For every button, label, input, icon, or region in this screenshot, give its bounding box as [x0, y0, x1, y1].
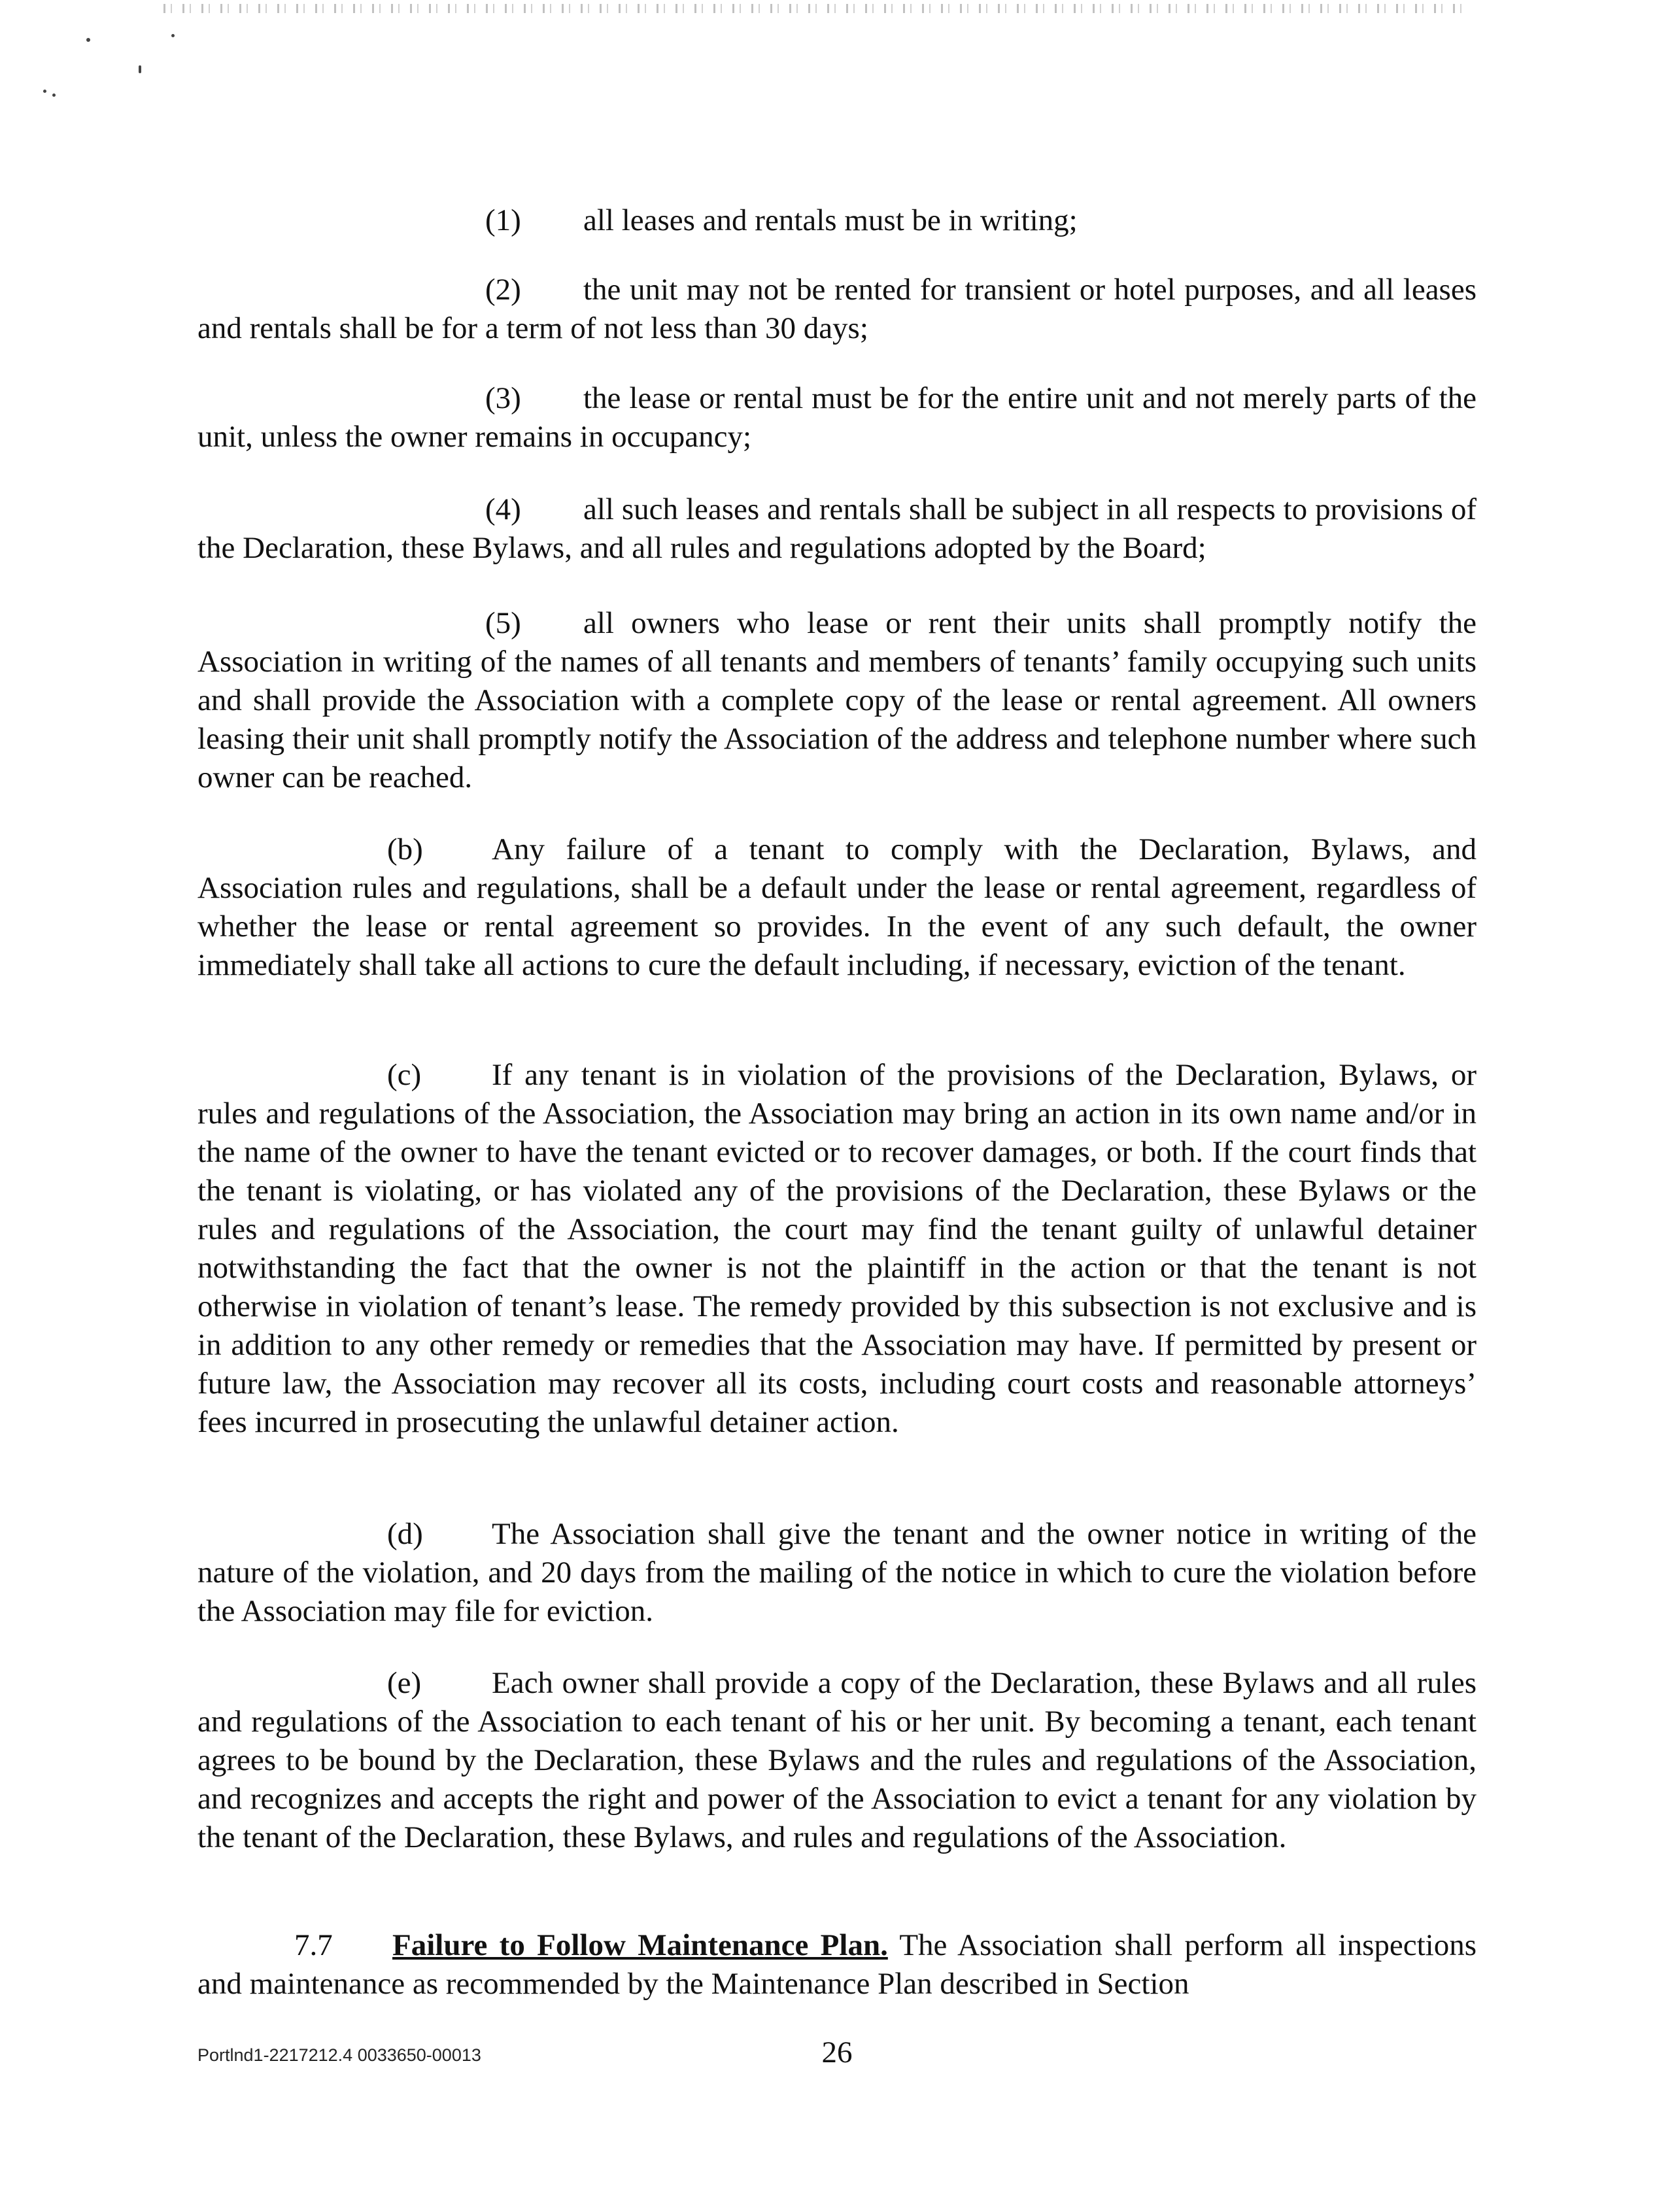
paragraph-text: the unit may not be rented for transient or hotel purposes, and all leases and rentals shall be for a term of not less than 30 days;	[197, 273, 1477, 345]
scan-artifact-top	[163, 4, 1471, 13]
paragraph-e	[197, 1664, 1477, 1857]
section-heading: Failure to Follow Maintenance Plan.	[392, 1928, 888, 1962]
paragraph-text: all such leases and rentals shall be subject in all respects to provisions of the Declaration, these Bylaws, and all rules and regulations adopted by the Board;	[197, 492, 1477, 565]
paragraph-c	[197, 1056, 1477, 1442]
paragraph-number: (2)	[485, 273, 521, 307]
paragraph-text: If any tenant is in violation of the provisions of the Declaration, Bylaws, or rules and regulations of the Association, the Association may bring an action in its own name and/or in the name of the owner to have the tenant evicted or to recover damages, or both. If the court finds that the tenant is violating, or has violated any of the provisions of the Declaration, these Bylaws or the rules and regulations of the Association, the court may find the tenant guilty of unlawful detainer notwithstanding the fact that the owner is not the plaintiff in the action or that the tenant is not otherwise in violation of tenant’s lease. The remedy provided by this subsection is not exclusive and is in addition to any other remedy or remedies that the Association may have. If permitted by present or future law, the Association may recover all its costs, including court costs and reasonable attorneys’ fees incurred in prosecuting the unlawful detainer action.	[197, 1058, 1477, 1439]
paragraph-4	[197, 490, 1477, 568]
paragraph-text: The Association shall give the tenant and the owner notice in writing of the nature of the violation, and 20 days from the mailing of the notice in which to cure the violation before the Association may file for eviction.	[197, 1517, 1477, 1628]
paragraph-text: Any failure of a tenant to comply with the Declaration, Bylaws, and Association rules and regulations, shall be a default under the lease or rental agreement, regardless of whether the lease or rental agreement so provides. In the event of any such default, the owner immediately shall take all actions to cure the default including, if necessary, eviction of the tenant.	[197, 832, 1477, 982]
footer-document-id: Portlnd1-2217212.4 0033650-00013	[197, 2045, 481, 2065]
paragraph-number: (b)	[387, 832, 423, 866]
paragraph-b	[197, 830, 1477, 985]
paragraph-number: (e)	[387, 1666, 422, 1700]
paragraph-number: (1)	[485, 203, 521, 237]
paragraph-number: (d)	[387, 1517, 423, 1551]
paragraph-text: Each owner shall provide a copy of the Declaration, these Bylaws and all rules and regulations of the Association to each tenant of his or her unit. By becoming a tenant, each tenant agrees to be bound by the Declaration, these Bylaws and the rules and regulations of the Association, and recognizes and accepts the right and power of the Association to evict a tenant for any violation by the tenant of the Declaration, these Bylaws, and rules and regulations of the Association.	[197, 1666, 1477, 1854]
section-text: The Association shall perform all inspections and maintenance as recommended by the Maintenance Plan described in Section	[197, 1928, 1477, 2001]
paragraph-number: (c)	[387, 1058, 422, 1092]
paragraph-2	[197, 271, 1477, 348]
paragraph-number: (4)	[485, 492, 521, 526]
scan-speck	[171, 34, 175, 37]
paragraph-text: all leases and rentals must be in writing;	[583, 203, 1078, 237]
paragraph-number: (5)	[485, 606, 521, 640]
scan-speck	[139, 65, 141, 73]
paragraph-number: (3)	[485, 381, 521, 415]
paragraph-5	[197, 604, 1477, 797]
paragraph-3	[197, 379, 1477, 456]
paragraph-1	[197, 201, 1477, 240]
paragraph-text: the lease or rental must be for the entire unit and not merely parts of the unit, unless the owner remains in occupancy;	[197, 381, 1477, 454]
section-7-7	[197, 1926, 1477, 2003]
scan-speck	[52, 94, 56, 97]
scan-speck	[86, 38, 90, 42]
paragraph-d	[197, 1515, 1477, 1631]
page-number: 26	[821, 2035, 853, 2069]
scan-speck	[43, 90, 46, 93]
section-number: 7.7	[294, 1928, 333, 1962]
paragraph-text: all owners who lease or rent their units shall promptly notify the Association in writing of the names of all tenants and members of tenants’ family occupying such units and shall provide the Association with a complete copy of the lease or rental agreement. All owners leasing their unit shall promptly notify the Association of the address and telephone number where such owner can be reached.	[197, 606, 1477, 794]
